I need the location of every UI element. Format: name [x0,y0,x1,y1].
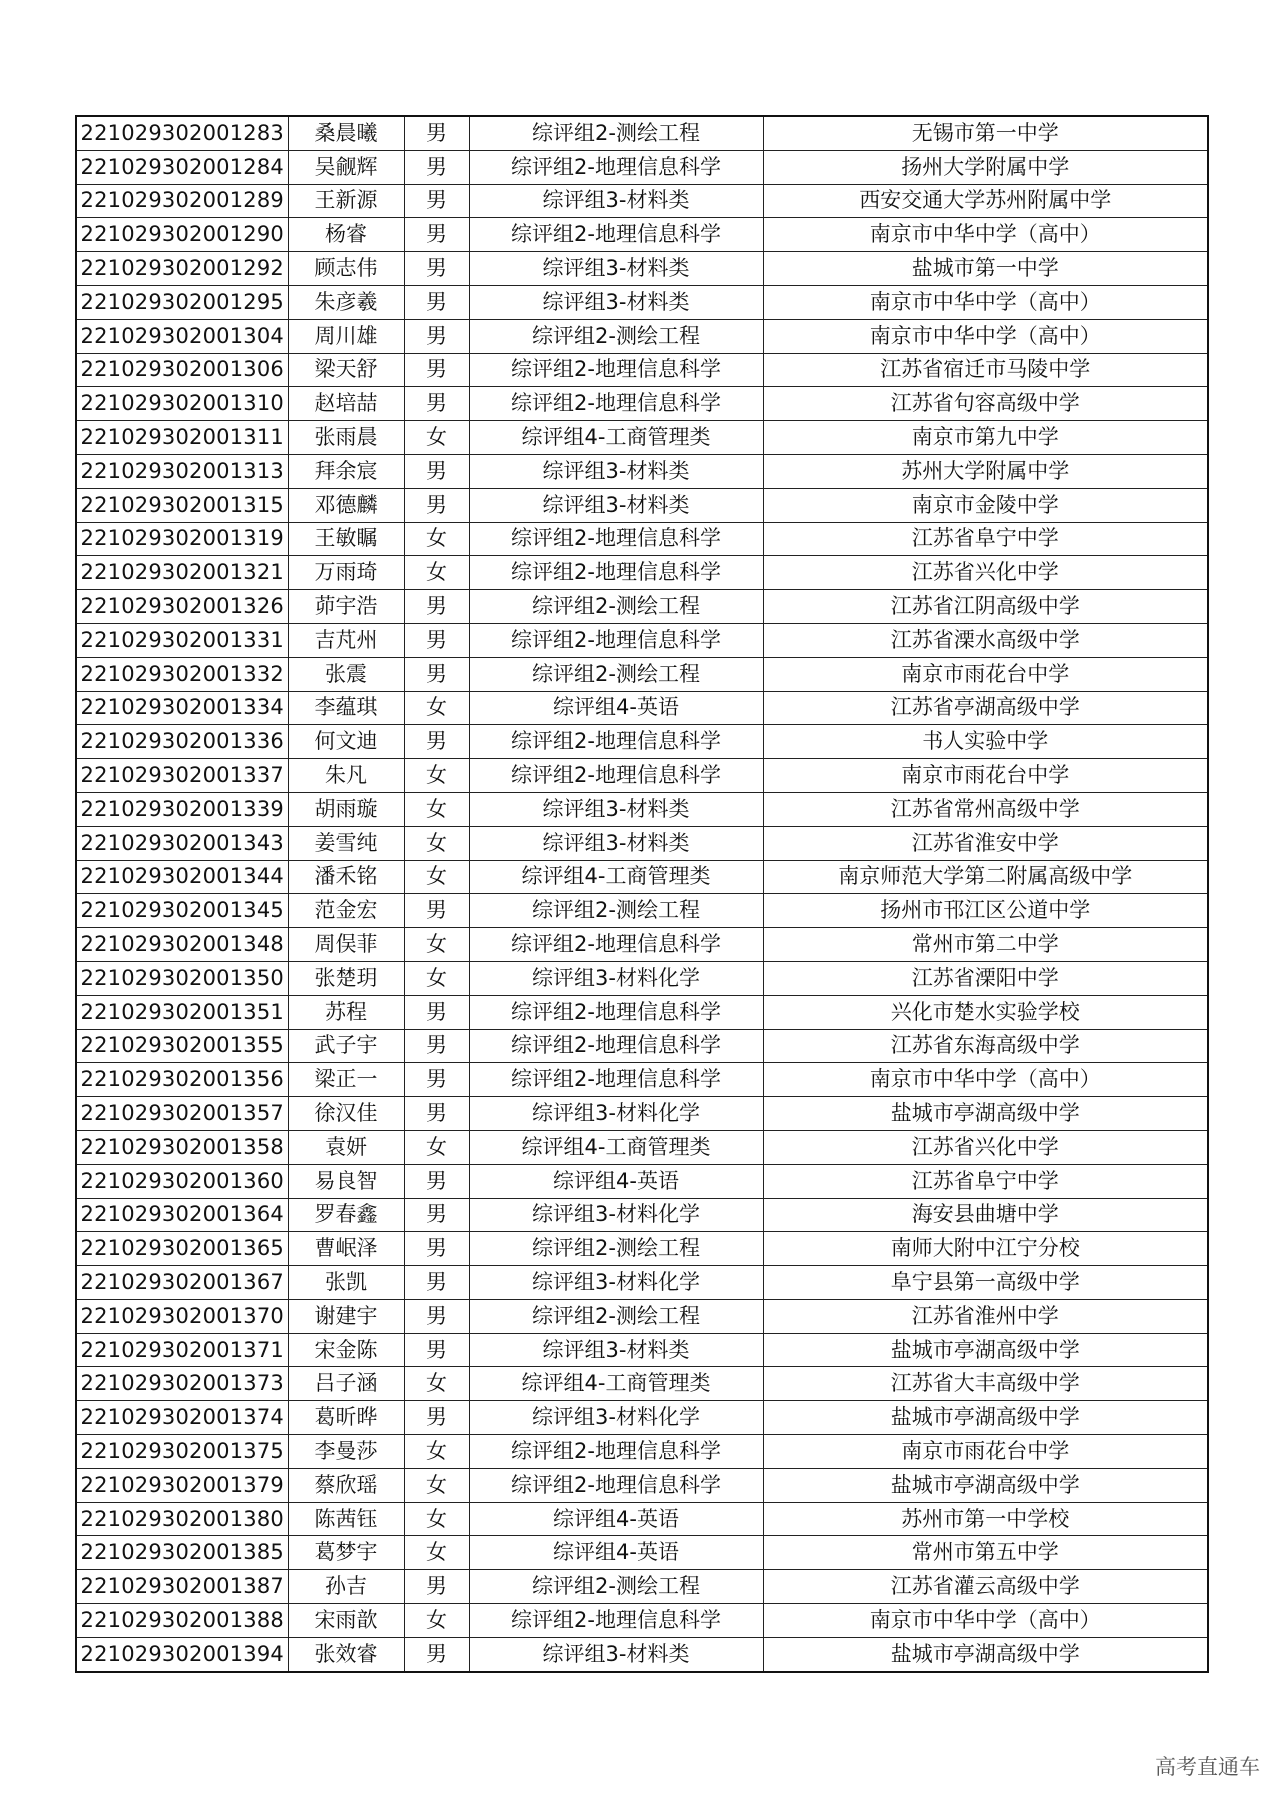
cell-gender: 男 [404,184,469,218]
cell-name: 朱彦羲 [288,285,404,319]
cell-id: 221029302001364 [76,1198,288,1232]
cell-group: 综评组2-地理信息科学 [469,623,763,657]
cell-school: 南京市雨花台中学 [763,1435,1208,1469]
cell-group: 综评组2-地理信息科学 [469,556,763,590]
cell-group: 综评组2-地理信息科学 [469,522,763,556]
cell-school: 盐城市亭湖高级中学 [763,1637,1208,1671]
cell-gender: 男 [404,1333,469,1367]
table-row [76,826,1208,860]
cell-group: 综评组2-测绘工程 [469,116,763,150]
cell-group: 综评组3-材料类 [469,252,763,286]
cell-gender: 女 [404,1435,469,1469]
cell-gender: 女 [404,1367,469,1401]
cell-school: 江苏省阜宁中学 [763,1164,1208,1198]
cell-name: 何文迪 [288,725,404,759]
table-row [76,285,1208,319]
cell-id: 221029302001375 [76,1435,288,1469]
table-row [76,1130,1208,1164]
cell-name: 张震 [288,657,404,691]
cell-gender: 男 [404,1097,469,1131]
cell-school: 南京市中华中学（高中） [763,218,1208,252]
table-row [76,387,1208,421]
cell-school: 无锡市第一中学 [763,116,1208,150]
table-row [76,319,1208,353]
cell-gender: 男 [404,353,469,387]
cell-id: 221029302001380 [76,1502,288,1536]
watermark-text: 高考直通车 [1155,1755,1260,1779]
cell-id: 221029302001336 [76,725,288,759]
cell-id: 221029302001385 [76,1536,288,1570]
cell-name: 陈茜钰 [288,1502,404,1536]
cell-name: 吉芃州 [288,623,404,657]
cell-id: 221029302001306 [76,353,288,387]
cell-school: 南京市金陵中学 [763,488,1208,522]
table-row [76,759,1208,793]
cell-school: 兴化市楚水实验学校 [763,995,1208,1029]
cell-id: 221029302001387 [76,1570,288,1604]
cell-name: 苏程 [288,995,404,1029]
cell-gender: 男 [404,1232,469,1266]
cell-name: 茆宇浩 [288,590,404,624]
cell-gender: 女 [404,421,469,455]
cell-gender: 男 [404,1637,469,1671]
table-row [76,1299,1208,1333]
table-row [76,657,1208,691]
table-row [76,1266,1208,1300]
cell-gender: 男 [404,623,469,657]
cell-gender: 男 [404,1063,469,1097]
cell-gender: 女 [404,691,469,725]
table-row [76,522,1208,556]
cell-school: 常州市第二中学 [763,928,1208,962]
cell-gender: 男 [404,319,469,353]
cell-gender: 男 [404,1164,469,1198]
table-row [76,488,1208,522]
cell-name: 潘禾铭 [288,860,404,894]
cell-group: 综评组4-工商管理类 [469,860,763,894]
cell-id: 221029302001332 [76,657,288,691]
cell-id: 221029302001374 [76,1401,288,1435]
cell-name: 曹岷泽 [288,1232,404,1266]
table-row [76,792,1208,826]
cell-gender: 男 [404,1299,469,1333]
cell-group: 综评组2-测绘工程 [469,319,763,353]
cell-group: 综评组3-材料化学 [469,1097,763,1131]
cell-group: 综评组2-地理信息科学 [469,1604,763,1638]
cell-group: 综评组3-材料类 [469,184,763,218]
table-row [76,1502,1208,1536]
cell-gender: 男 [404,218,469,252]
cell-school: 南京师范大学第二附属高级中学 [763,860,1208,894]
table-row [76,1570,1208,1604]
cell-group: 综评组2-地理信息科学 [469,1468,763,1502]
cell-school: 江苏省灌云高级中学 [763,1570,1208,1604]
cell-gender: 男 [404,1198,469,1232]
cell-gender: 男 [404,285,469,319]
cell-name: 罗春鑫 [288,1198,404,1232]
cell-school: 江苏省宿迁市马陵中学 [763,353,1208,387]
cell-group: 综评组3-材料类 [469,792,763,826]
cell-group: 综评组4-英语 [469,1502,763,1536]
cell-id: 221029302001334 [76,691,288,725]
cell-name: 吕子涵 [288,1367,404,1401]
cell-school: 南师大附中江宁分校 [763,1232,1208,1266]
cell-gender: 女 [404,1468,469,1502]
table-body [76,116,1208,1672]
table-row [76,1333,1208,1367]
cell-school: 常州市第五中学 [763,1536,1208,1570]
cell-group: 综评组2-地理信息科学 [469,759,763,793]
cell-id: 221029302001358 [76,1130,288,1164]
cell-gender: 男 [404,454,469,488]
cell-name: 拜余宸 [288,454,404,488]
cell-group: 综评组3-材料化学 [469,1198,763,1232]
cell-gender: 男 [404,150,469,184]
cell-name: 顾志伟 [288,252,404,286]
table-row [76,928,1208,962]
cell-school: 江苏省兴化中学 [763,1130,1208,1164]
cell-gender: 男 [404,995,469,1029]
table-row [76,860,1208,894]
table-row [76,454,1208,488]
cell-group: 综评组2-地理信息科学 [469,1063,763,1097]
cell-school: 江苏省淮州中学 [763,1299,1208,1333]
cell-name: 孙吉 [288,1570,404,1604]
cell-school: 南京市中华中学（高中） [763,1604,1208,1638]
cell-gender: 男 [404,725,469,759]
cell-school: 苏州大学附属中学 [763,454,1208,488]
cell-id: 221029302001315 [76,488,288,522]
cell-id: 221029302001365 [76,1232,288,1266]
cell-school: 江苏省江阴高级中学 [763,590,1208,624]
cell-name: 王敏瞩 [288,522,404,556]
cell-school: 江苏省东海高级中学 [763,1029,1208,1063]
table-row [76,116,1208,150]
cell-gender: 女 [404,928,469,962]
cell-school: 阜宁县第一高级中学 [763,1266,1208,1300]
cell-name: 朱凡 [288,759,404,793]
cell-school: 扬州大学附属中学 [763,150,1208,184]
cell-school: 南京市雨花台中学 [763,759,1208,793]
table-row [76,1198,1208,1232]
cell-school: 江苏省句容高级中学 [763,387,1208,421]
cell-id: 221029302001313 [76,454,288,488]
cell-id: 221029302001331 [76,623,288,657]
cell-name: 姜雪纯 [288,826,404,860]
table-row [76,623,1208,657]
cell-id: 221029302001337 [76,759,288,793]
cell-gender: 女 [404,556,469,590]
cell-school: 苏州市第一中学校 [763,1502,1208,1536]
table-row [76,1468,1208,1502]
cell-name: 武子宇 [288,1029,404,1063]
table-row [76,725,1208,759]
table-row [76,1637,1208,1671]
cell-name: 葛梦宇 [288,1536,404,1570]
cell-group: 综评组3-材料化学 [469,961,763,995]
cell-name: 梁天舒 [288,353,404,387]
cell-id: 221029302001371 [76,1333,288,1367]
cell-id: 221029302001367 [76,1266,288,1300]
cell-gender: 男 [404,1570,469,1604]
table-row [76,1097,1208,1131]
cell-group: 综评组2-地理信息科学 [469,995,763,1029]
cell-group: 综评组4-工商管理类 [469,1130,763,1164]
cell-id: 221029302001394 [76,1637,288,1671]
cell-id: 221029302001357 [76,1097,288,1131]
cell-gender: 男 [404,1401,469,1435]
cell-group: 综评组2-地理信息科学 [469,387,763,421]
table-row [76,1536,1208,1570]
cell-group: 综评组2-地理信息科学 [469,725,763,759]
table-row [76,1232,1208,1266]
cell-school: 江苏省阜宁中学 [763,522,1208,556]
cell-id: 221029302001292 [76,252,288,286]
table-row [76,590,1208,624]
cell-name: 宋金陈 [288,1333,404,1367]
cell-group: 综评组3-材料化学 [469,1266,763,1300]
cell-gender: 男 [404,488,469,522]
cell-gender: 女 [404,860,469,894]
cell-name: 万雨琦 [288,556,404,590]
cell-group: 综评组2-地理信息科学 [469,1029,763,1063]
cell-school: 书人实验中学 [763,725,1208,759]
cell-name: 张楚玥 [288,961,404,995]
cell-name: 张凯 [288,1266,404,1300]
cell-group: 综评组4-英语 [469,691,763,725]
cell-id: 221029302001388 [76,1604,288,1638]
cell-school: 扬州市邗江区公道中学 [763,894,1208,928]
cell-gender: 男 [404,590,469,624]
cell-name: 徐汉佳 [288,1097,404,1131]
cell-id: 221029302001290 [76,218,288,252]
cell-id: 221029302001304 [76,319,288,353]
cell-id: 221029302001319 [76,522,288,556]
cell-id: 221029302001356 [76,1063,288,1097]
cell-gender: 女 [404,1604,469,1638]
cell-id: 221029302001379 [76,1468,288,1502]
cell-name: 赵培喆 [288,387,404,421]
table-row [76,218,1208,252]
cell-school: 江苏省兴化中学 [763,556,1208,590]
table-row [76,353,1208,387]
cell-school: 海安县曲塘中学 [763,1198,1208,1232]
cell-group: 综评组2-测绘工程 [469,1232,763,1266]
cell-id: 221029302001284 [76,150,288,184]
cell-gender: 男 [404,1029,469,1063]
cell-group: 综评组2-测绘工程 [469,894,763,928]
cell-school: 南京市中华中学（高中） [763,319,1208,353]
table-row [76,421,1208,455]
cell-school: 盐城市亭湖高级中学 [763,1097,1208,1131]
cell-gender: 男 [404,252,469,286]
cell-group: 综评组2-地理信息科学 [469,353,763,387]
cell-gender: 女 [404,522,469,556]
table-row [76,1435,1208,1469]
cell-name: 周俣菲 [288,928,404,962]
cell-group: 综评组4-英语 [469,1536,763,1570]
cell-group: 综评组3-材料化学 [469,1401,763,1435]
cell-id: 221029302001326 [76,590,288,624]
cell-school: 南京市中华中学（高中） [763,1063,1208,1097]
table-row [76,1063,1208,1097]
cell-group: 综评组3-材料类 [469,1637,763,1671]
table-row [76,894,1208,928]
cell-id: 221029302001321 [76,556,288,590]
cell-group: 综评组3-材料类 [469,1333,763,1367]
table-row [76,1401,1208,1435]
cell-gender: 男 [404,116,469,150]
cell-gender: 女 [404,759,469,793]
cell-school: 江苏省大丰高级中学 [763,1367,1208,1401]
cell-name: 李曼莎 [288,1435,404,1469]
cell-group: 综评组3-材料类 [469,454,763,488]
table-row [76,150,1208,184]
cell-id: 221029302001283 [76,116,288,150]
cell-id: 221029302001373 [76,1367,288,1401]
cell-gender: 女 [404,961,469,995]
cell-name: 谢建宇 [288,1299,404,1333]
cell-id: 221029302001344 [76,860,288,894]
table-row [76,1367,1208,1401]
cell-school: 江苏省亭湖高级中学 [763,691,1208,725]
table-row [76,1029,1208,1063]
cell-name: 袁妍 [288,1130,404,1164]
cell-name: 李蕴琪 [288,691,404,725]
cell-name: 范金宏 [288,894,404,928]
cell-name: 王新源 [288,184,404,218]
cell-name: 桑晨曦 [288,116,404,150]
cell-school: 江苏省常州高级中学 [763,792,1208,826]
cell-name: 吴觎辉 [288,150,404,184]
table-row [76,995,1208,1029]
cell-group: 综评组2-测绘工程 [469,657,763,691]
cell-id: 221029302001343 [76,826,288,860]
cell-name: 张效睿 [288,1637,404,1671]
cell-id: 221029302001370 [76,1299,288,1333]
cell-school: 南京市雨花台中学 [763,657,1208,691]
cell-group: 综评组2-测绘工程 [469,590,763,624]
cell-id: 221029302001339 [76,792,288,826]
cell-gender: 女 [404,826,469,860]
cell-name: 杨睿 [288,218,404,252]
cell-school: 南京市第九中学 [763,421,1208,455]
admission-table [75,115,1209,1673]
cell-school: 盐城市亭湖高级中学 [763,1401,1208,1435]
cell-school: 西安交通大学苏州附属中学 [763,184,1208,218]
cell-gender: 男 [404,1266,469,1300]
table-row [76,252,1208,286]
cell-name: 易良智 [288,1164,404,1198]
table-row [76,1604,1208,1638]
cell-id: 221029302001345 [76,894,288,928]
cell-name: 张雨晨 [288,421,404,455]
cell-group: 综评组2-地理信息科学 [469,150,763,184]
cell-id: 221029302001355 [76,1029,288,1063]
cell-group: 综评组4-英语 [469,1164,763,1198]
cell-name: 胡雨璇 [288,792,404,826]
table-row [76,961,1208,995]
cell-id: 221029302001350 [76,961,288,995]
table-row [76,1164,1208,1198]
table-row [76,691,1208,725]
cell-name: 宋雨歆 [288,1604,404,1638]
cell-group: 综评组4-工商管理类 [469,1367,763,1401]
cell-gender: 男 [404,657,469,691]
cell-group: 综评组3-材料类 [469,826,763,860]
cell-group: 综评组2-测绘工程 [469,1570,763,1604]
cell-id: 221029302001348 [76,928,288,962]
table-row [76,184,1208,218]
cell-id: 221029302001310 [76,387,288,421]
cell-school: 南京市中华中学（高中） [763,285,1208,319]
cell-id: 221029302001289 [76,184,288,218]
cell-group: 综评组4-工商管理类 [469,421,763,455]
cell-group: 综评组2-地理信息科学 [469,218,763,252]
cell-id: 221029302001295 [76,285,288,319]
cell-group: 综评组3-材料类 [469,285,763,319]
cell-id: 221029302001351 [76,995,288,1029]
cell-school: 江苏省淮安中学 [763,826,1208,860]
cell-gender: 男 [404,387,469,421]
cell-gender: 女 [404,792,469,826]
cell-id: 221029302001360 [76,1164,288,1198]
cell-group: 综评组3-材料类 [469,488,763,522]
table-row [76,556,1208,590]
cell-id: 221029302001311 [76,421,288,455]
cell-gender: 女 [404,1536,469,1570]
cell-school: 盐城市亭湖高级中学 [763,1468,1208,1502]
cell-name: 梁正一 [288,1063,404,1097]
cell-school: 盐城市亭湖高级中学 [763,1333,1208,1367]
cell-name: 蔡欣瑶 [288,1468,404,1502]
cell-school: 江苏省溧水高级中学 [763,623,1208,657]
cell-name: 邓德麟 [288,488,404,522]
cell-group: 综评组2-地理信息科学 [469,928,763,962]
cell-name: 葛昕晔 [288,1401,404,1435]
cell-gender: 男 [404,894,469,928]
cell-gender: 女 [404,1502,469,1536]
cell-group: 综评组2-地理信息科学 [469,1435,763,1469]
cell-school: 江苏省溧阳中学 [763,961,1208,995]
cell-school: 盐城市第一中学 [763,252,1208,286]
cell-group: 综评组2-测绘工程 [469,1299,763,1333]
cell-gender: 女 [404,1130,469,1164]
cell-name: 周川雄 [288,319,404,353]
